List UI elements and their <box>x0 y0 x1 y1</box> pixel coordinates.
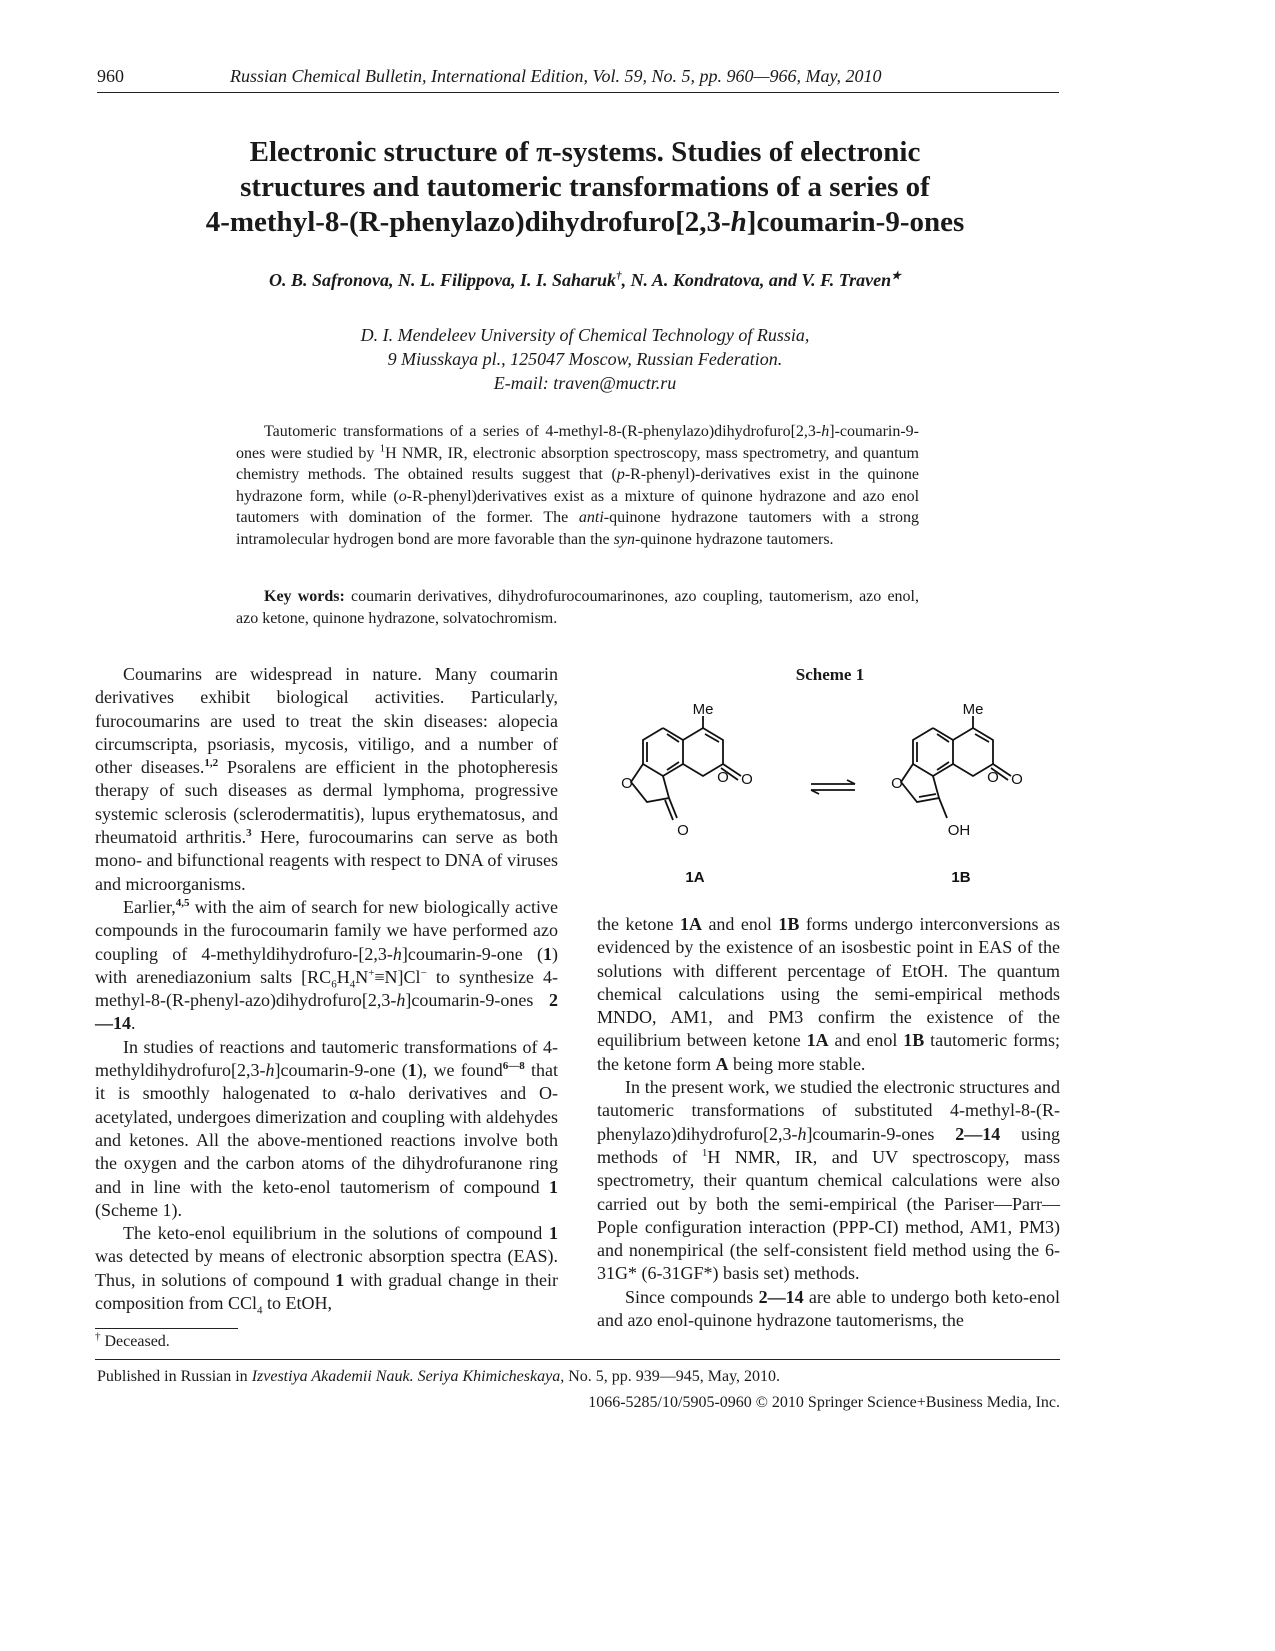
title-text: ]coumarin-9-ones <box>746 206 965 238</box>
dagger-mark: † <box>616 270 622 282</box>
compound-label-1b: 1B <box>951 869 971 886</box>
abstract: Tautomeric transformations of a series of 4-methyl-8-(R-phenylazo)dihydrofuro[2,3-h]-coumarin-9-ones were studied by $^1$H NMR, IR, electronic absorption spectroscopy, mass spectrometry, and quantum chemistry methods. The obtained results suggest that (p-R-phenyl)-derivatives exist in the quinone hydrazone form, while (o-R-phenyl)derivatives exist as a mixture of quinone hydrazone and azo enol tautomers with domination of the former. The anti-quinone hydrazone tautomers with a strong intramolecular hydrogen bond are more favorable than the syn-quinone hydrazone tautomers. <box>236 423 920 548</box>
oxygen-label: O <box>677 822 689 839</box>
paragraph: In the present work, we studied the electronic structures and tautomeric transformations of substituted 4-methyl-8-(R-phenylazo)dihydrofuro[2,3-h]coumarin-9-ones 2—14 using methods of $^1$H NMR, IR, and UV spectroscopy, mass spectrometry, their quantum chemical calculations were also carried out by both the semi-empirical (the Pariser—Parr—Pople configuration interaction (PPP-CI) method, AM1, PM3) and nonempirical (the self-consistent field method using the 6-31G* (6-31GF*) basis set) methods. <box>597 1077 1060 1284</box>
article-title <box>150 135 1020 240</box>
page-number: 960 <box>97 66 124 86</box>
email-line: E-mail: traven@muctr.ru <box>493 373 677 393</box>
chemical-structures <box>597 700 1060 895</box>
running-header <box>97 64 1059 93</box>
title-pi-symbol: π <box>536 136 552 168</box>
oxygen-label: O <box>1011 771 1023 788</box>
oxygen-label: O <box>621 775 633 792</box>
left-column <box>95 663 558 1315</box>
title-italic-h: h <box>730 206 747 238</box>
affiliation-line: D. I. Mendeleev University of Chemical Technology of Russia, <box>360 325 810 345</box>
title-line: structures and tautomeric transformations of a series of <box>240 171 930 203</box>
paragraph: In studies of reactions and tautomeric transformations of 4-methyldihydrofuro[2,3-h]coumarin-9-one (1), we found$^{6—8}$ that it is smoothly halogenated to α-halo derivatives and O-acetylated, undergoes dimerization and coupling with aldehydes and ketones. All the above-mentioned reactions involve both the oxygen and the carbon atoms of the dihydrofuranone ring and in line with the keto-enol tautomerism of compound 1 (Scheme 1). <box>95 1036 558 1220</box>
title-text: Electronic structure of <box>249 136 537 168</box>
oxygen-label: O <box>987 769 999 786</box>
paragraph: Earlier,$^{4,5}$ with the aim of search for new biologically active compounds in the furocoumarin family we have performed azo coupling of 4-methyldihydrofuro-[2,3-h]coumarin-9-one (1) with arenediazonium salts $[RC_6H_4N^+\equiv N]Cl^-$ to synthesize 4-methyl-8-(R-phenyl-azo)dihydrofuro[2,3-h]coumarin-9-ones 2—14. <box>95 896 558 1034</box>
journal-citation: Russian Chemical Bulletin, International Edition, Vol. 59, No. 5, pp. 960—966, May, 2010 <box>230 66 882 86</box>
footnote <box>95 1330 170 1351</box>
scheme-1-figure <box>597 700 1060 895</box>
methyl-label: Me <box>692 701 714 718</box>
keywords-label: Key words: <box>264 588 345 605</box>
footer-rule <box>95 1359 1060 1360</box>
keywords <box>236 586 919 629</box>
right-column <box>597 913 1060 1332</box>
copyright-line: 1066-5285/10/5905-0960 © 2010 Springer Science+Business Media, Inc. <box>588 1394 1060 1411</box>
author-list <box>150 270 1020 291</box>
keywords-text: coumarin derivatives, dihydrofurocoumarinones, azo coupling, tautomerism, azo enol, azo ketone, quinone hydrazone, solvatochromism. <box>236 588 920 627</box>
affiliation <box>150 323 1020 395</box>
paragraph: The keto-enol equilibrium in the solutions of compound 1 was detected by means of electronic absorption spectra (EAS). Thus, in solutions of compound 1 with gradual change in their composition from CCl$_4$ to EtOH, <box>95 1223 558 1317</box>
oxygen-label: O <box>891 775 903 792</box>
footnote-dagger: † <box>95 1330 101 1343</box>
methyl-label: Me <box>962 701 984 718</box>
paragraph: the ketone 1A and enol 1B forms undergo interconversions as evidenced by the existence of an isosbestic point in EAS of the solutions with different percentage of EtOH. The quantum chemical calculations using the semi-empirical methods MNDO, AM1, and PM3 confirm the existence of the equilibrium between ketone 1A and enol 1B tautomeric forms; the ketone form A being more stable. <box>597 914 1060 1074</box>
scheme-title: Scheme 1 <box>795 665 865 684</box>
footnote-text: Deceased. <box>100 1333 170 1350</box>
corresponding-star: ★ <box>891 270 901 282</box>
authors-text: O. B. Safronova, N. L. Filippova, I. I. Saharuk <box>269 270 617 290</box>
footnote-rule <box>95 1328 238 1329</box>
paragraph: Since compounds 2—14 are able to undergo both keto-enol and azo enol-quinone hydrazone tautomerisms, the <box>597 1286 1060 1331</box>
structure-1a <box>631 716 741 820</box>
title-text: 4-methyl-8-(R-phenylazo)dihydrofuro[2,3- <box>205 206 731 238</box>
title-text: -systems. Studies of electronic <box>551 136 921 168</box>
structure-1b <box>901 716 1011 818</box>
paragraph: Coumarins are widespread in nature. Many coumarin derivatives exhibit biological activities. Particularly, furocoumarins are used to treat the skin diseases: alopecia circumscripta, psoriasis, mycosis, vitiligo, and a number of other diseases.$^{1,2}$ Psoralens are efficient in the photopheresis therapy of such diseases as dermal lymphoma, progressive systemic sclerosis (sclerodermatitis), lupus erythematosus, and rheumatoid arthritis.$^3$ Here, furocoumarins can serve as both mono- and bifunctional reagents with respect to DNA of viruses and microorganisms. <box>95 664 559 894</box>
oxygen-label: O <box>741 771 753 788</box>
oxygen-label: O <box>717 769 729 786</box>
equilibrium-arrows <box>811 780 855 794</box>
hydroxyl-label: OH <box>947 822 971 839</box>
authors-text: , N. A. Kondratova, and V. F. Traven <box>621 270 892 290</box>
affiliation-line: 9 Miusskaya pl., 125047 Moscow, Russian Federation. <box>387 349 783 369</box>
publication-note: Published in Russian in Izvestiya Akademii Nauk. Seriya Khimicheskaya, No. 5, pp. 939—945, May, 2010. <box>97 1368 781 1385</box>
compound-label-1a: 1A <box>685 869 705 886</box>
